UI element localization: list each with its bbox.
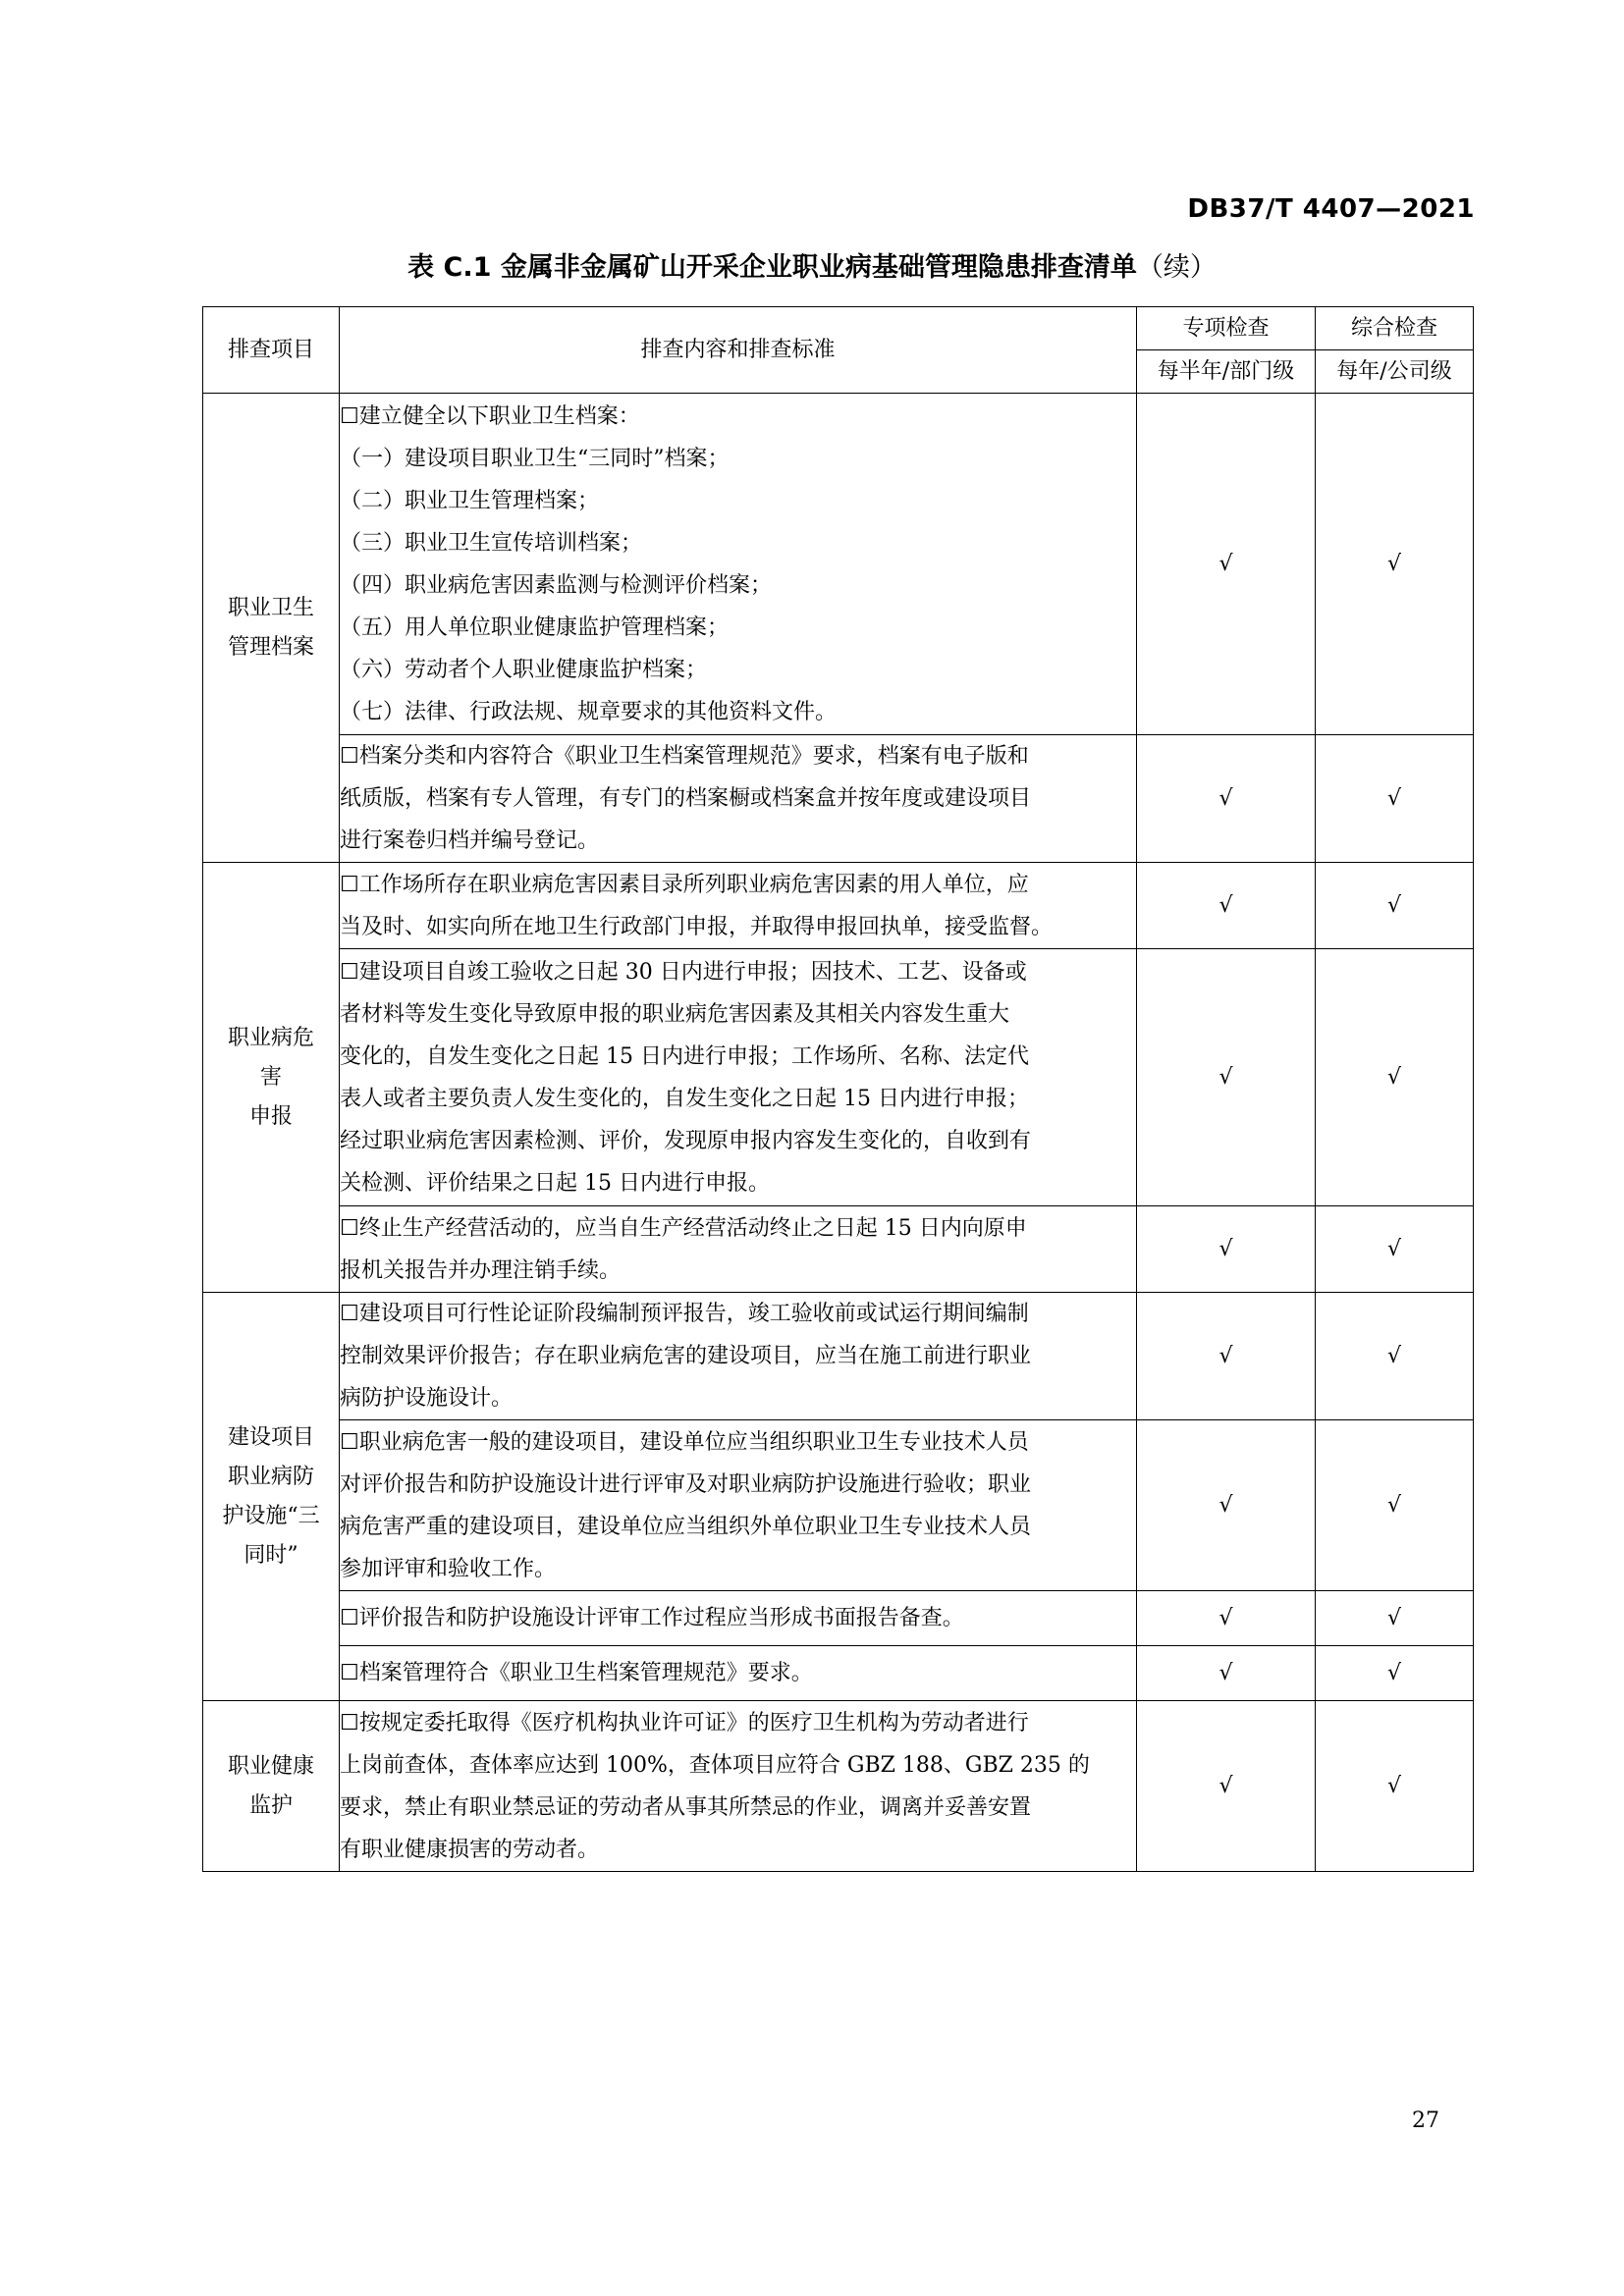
check-item-content — [340, 1206, 1137, 1293]
check-item-content — [340, 1591, 1137, 1646]
category-label-line: 申报 — [248, 1103, 293, 1129]
table-row — [203, 1293, 1474, 1420]
page-number: 27 — [1412, 2109, 1439, 2133]
header-special-check: 专项检查 — [1137, 307, 1316, 350]
general-check-mark: √ — [1316, 735, 1474, 863]
special-check-mark: √ — [1137, 1206, 1316, 1293]
check-item-text-line: ☐档案管理符合《职业卫生档案管理规范》要求。 — [340, 1661, 813, 1685]
document-code: DB37/T 4407—2021 — [1187, 194, 1475, 224]
check-item-content — [340, 394, 1137, 735]
check-item-text-line: 报机关报告并办理注销手续。 — [340, 1257, 622, 1283]
category-label-line: 职业卫生 — [227, 595, 314, 620]
check-item-text-line: ☐工作场所存在职业病危害因素目录所列职业病危害因素的用人单位，应 — [340, 872, 1029, 897]
check-item-text-line: 变化的，自发生变化之日起 15 日内进行申报；工作场所、名称、法定代 — [340, 1043, 1029, 1069]
check-item-content — [340, 735, 1137, 863]
check-item-text-line: ☐档案分类和内容符合《职业卫生档案管理规范》要求，档案有电子版和 — [340, 744, 1029, 769]
header-general-frequency: 每年/公司级 — [1316, 350, 1474, 394]
table-row — [203, 1206, 1474, 1293]
general-check-mark: √ — [1316, 1206, 1474, 1293]
check-item-text-line: （四）职业病危害因素监测与检测评价档案； — [340, 572, 773, 598]
check-item-content — [340, 1293, 1137, 1420]
category-label-line: 职业健康 — [227, 1753, 314, 1779]
category-label-line: 职业病危 — [227, 1025, 314, 1050]
general-check-mark: √ — [1316, 1591, 1474, 1646]
check-item-text-line: 控制效果评价报告；存在职业病危害的建设项目，应当在施工前进行职业 — [340, 1344, 1032, 1368]
table-title — [0, 245, 1624, 284]
check-item-text-line: 纸质版，档案有专人管理，有专门的档案橱或档案盒并按年度或建设项目 — [340, 786, 1032, 811]
check-item-text-line: （二）职业卫生管理档案； — [340, 488, 600, 513]
check-item-text-line: （六）劳动者个人职业健康监护档案； — [340, 657, 708, 682]
general-check-mark: √ — [1316, 949, 1474, 1206]
hazard-checklist-table — [202, 306, 1474, 1872]
check-item-text-line: 当及时、如实向所在地卫生行政部门申报，并取得申报回执单，接受监督。 — [340, 914, 1054, 939]
header-content: 排查内容和排查标准 — [340, 307, 1137, 394]
special-check-mark: √ — [1137, 1591, 1316, 1646]
general-check-mark: √ — [1316, 394, 1474, 735]
table-row — [203, 735, 1474, 863]
category-cell — [203, 863, 340, 1293]
check-item-text-line: ☐职业病危害一般的建设项目，建设单位应当组织职业卫生专业技术人员 — [340, 1429, 1029, 1455]
check-item-text-line: ☐终止生产经营活动的，应当自生产经营活动终止之日起 15 日内向原申 — [340, 1215, 1027, 1241]
check-item-text-line: ☐建设项目自竣工验收之日起 30 日内进行申报；因技术、工艺、设备或 — [340, 959, 1027, 985]
header-special-frequency: 每半年/部门级 — [1137, 350, 1316, 394]
general-check-mark: √ — [1316, 1420, 1474, 1591]
category-label-line: 职业病防 — [227, 1464, 314, 1489]
category-label-line: 护设施“三 — [222, 1503, 320, 1528]
check-item-text-line: ☐按规定委托取得《医疗机构执业许可证》的医疗卫生机构为劳动者进行 — [340, 1710, 1029, 1735]
check-item-text-line: 关检测、评价结果之日起 15 日内进行申报。 — [340, 1170, 770, 1196]
check-item-text-line: （七）法律、行政法规、规章要求的其他资料文件。 — [340, 699, 838, 724]
check-item-text-line: 上岗前查体，查体率应达到 100%，查体项目应符合 GBZ 188、GBZ 235 的 — [340, 1752, 1090, 1778]
special-check-mark: √ — [1137, 1646, 1316, 1701]
table-row — [203, 1646, 1474, 1701]
table-row — [203, 1420, 1474, 1591]
check-item-text-line: 对评价报告和防护设施设计进行评审及对职业病防护设施进行验收；职业 — [340, 1471, 1032, 1497]
table-row — [203, 863, 1474, 949]
category-label-line: 建设项目 — [227, 1424, 314, 1450]
category-label-line: 同时” — [244, 1542, 298, 1568]
check-item-content — [340, 1646, 1137, 1701]
table-row — [203, 394, 1474, 735]
general-check-mark: √ — [1316, 863, 1474, 949]
check-item-content — [340, 949, 1137, 1206]
check-item-text-line: 经过职业病危害因素检测、评价，发现原申报内容发生变化的，自收到有 — [340, 1128, 1032, 1153]
check-item-text-line: 病危害严重的建设项目，建设单位应当组织外单位职业卫生专业技术人员 — [340, 1514, 1032, 1539]
check-item-text-line: 参加评审和验收工作。 — [340, 1556, 557, 1581]
special-check-mark: √ — [1137, 735, 1316, 863]
check-item-text-line: ☐建立健全以下职业卫生档案： — [340, 403, 640, 429]
special-check-mark: √ — [1137, 1293, 1316, 1420]
category-cell — [203, 1293, 340, 1701]
category-cell — [203, 394, 340, 863]
table-title-continued: （续） — [1136, 252, 1217, 283]
category-label-line: 害 — [259, 1064, 282, 1090]
check-item-text-line: 表人或者主要负责人发生变化的，自发生变化之日起 15 日内进行申报； — [340, 1086, 1029, 1111]
table-row — [203, 1701, 1474, 1872]
table-row — [203, 949, 1474, 1206]
check-item-text-line: 进行案卷归档并编号登记。 — [340, 828, 600, 853]
category-label-line: 管理档案 — [227, 634, 314, 660]
check-item-text-line: 病防护设施设计。 — [340, 1386, 514, 1411]
header-item: 排查项目 — [203, 307, 340, 394]
check-item-text-line: （一）建设项目职业卫生“三同时”档案； — [340, 446, 730, 471]
special-check-mark: √ — [1137, 949, 1316, 1206]
check-item-content — [340, 1420, 1137, 1591]
general-check-mark: √ — [1316, 1293, 1474, 1420]
special-check-mark: √ — [1137, 1701, 1316, 1872]
table-title-main: 表 C.1 金属非金属矿山开采企业职业病基础管理隐患排查清单 — [407, 252, 1137, 283]
check-item-text-line: ☐评价报告和防护设施设计评审工作过程应当形成书面报告备查。 — [340, 1606, 964, 1630]
check-item-content — [340, 1701, 1137, 1872]
table-row — [203, 1591, 1474, 1646]
general-check-mark: √ — [1316, 1701, 1474, 1872]
check-item-text-line: 有职业健康损害的劳动者。 — [340, 1837, 600, 1862]
special-check-mark: √ — [1137, 1420, 1316, 1591]
check-item-text-line: 者材料等发生变化导致原申报的职业病危害因素及其相关内容发生重大 — [340, 1001, 1010, 1027]
check-item-content — [340, 863, 1137, 949]
table-body — [203, 394, 1474, 1872]
check-item-text-line: （五）用人单位职业健康监护管理档案； — [340, 614, 730, 640]
check-item-text-line: （三）职业卫生宣传培训档案； — [340, 530, 643, 556]
category-label-line: 监护 — [248, 1792, 293, 1818]
check-item-text-line: 要求，禁止有职业禁忌证的劳动者从事其所禁忌的作业，调离并妥善安置 — [340, 1794, 1032, 1820]
category-cell — [203, 1701, 340, 1872]
check-item-text-line: ☐建设项目可行性论证阶段编制预评报告，竣工验收前或试运行期间编制 — [340, 1302, 1029, 1326]
special-check-mark: √ — [1137, 394, 1316, 735]
special-check-mark: √ — [1137, 863, 1316, 949]
header-general-check: 综合检查 — [1316, 307, 1474, 350]
general-check-mark: √ — [1316, 1646, 1474, 1701]
